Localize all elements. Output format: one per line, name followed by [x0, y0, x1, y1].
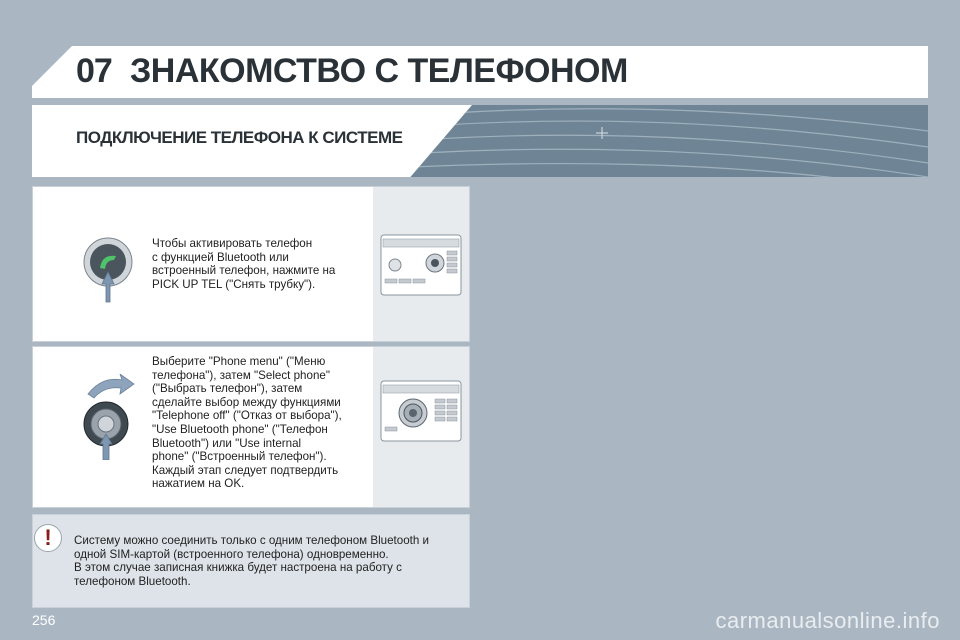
- section-title: ПОДКЛЮЧЕНИЕ ТЕЛЕФОНА К СИСТЕМЕ: [76, 128, 403, 147]
- page-number: 256: [32, 612, 56, 628]
- radio-head-unit-icon: [373, 187, 469, 341]
- pick-up-phone-button-icon: [80, 234, 136, 304]
- step-1-text: Чтобы активировать телефон с функцией Bluetooth или встроенный телефон, нажмите на PICK UP TEL ("Снять трубку").: [152, 237, 336, 291]
- chapter-title: ЗНАКОМСТВО С ТЕЛЕФОНОМ: [130, 52, 628, 90]
- step-2-text: Выберите "Phone menu" ("Меню телефона"), затем "Select phone" ("Выбрать телефон"), затем сделайте выбор между функциями "Telephone off" ("Отказ от выбора"), "Use Bluetooth phone" ("Телефон Bluetooth") или "Use internal phone" ("Встроенный телефон"). Каждый этап следует подтвердить нажатием на OK.: [152, 355, 342, 491]
- chapter-number: 07: [76, 52, 112, 90]
- warning-text: Систему можно соединить только с одним телефоном Bluetooth и одной SIM-картой (встроенного телефона) одновременно. В этом случае записная книжка будет настроена на работу с телефоном Bluetooth.: [74, 534, 430, 588]
- warning-icon: !: [34, 524, 62, 552]
- step-1-image: [373, 187, 469, 341]
- rotary-knob-icon: [78, 374, 140, 460]
- radio-head-unit-icon: [373, 347, 469, 507]
- watermark-text: carmanualsonline.info: [715, 608, 940, 633]
- step-2-image: [373, 347, 469, 507]
